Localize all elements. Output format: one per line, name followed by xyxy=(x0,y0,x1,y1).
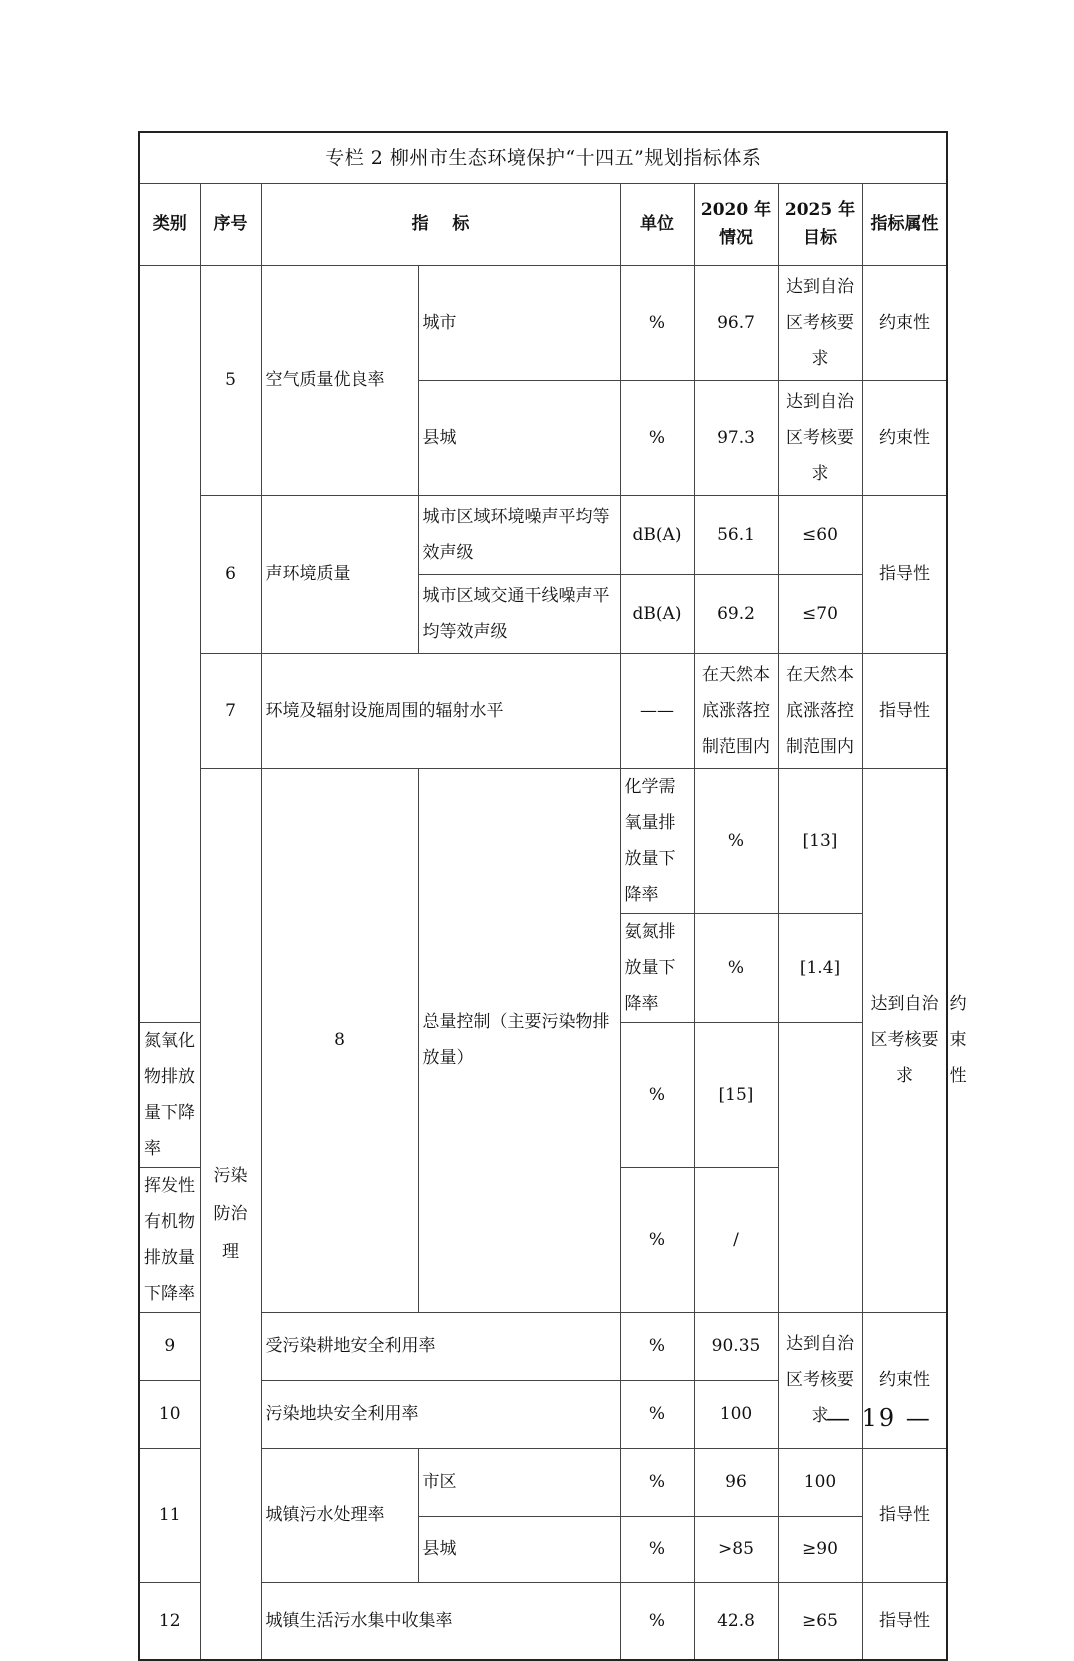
target-2025: 在天然本底涨落控制范围内 xyxy=(778,653,862,768)
target-2025: 达到自治区考核要求 xyxy=(778,380,862,495)
sub-indicator: 县城 xyxy=(418,380,620,495)
seq-cell: 7 xyxy=(200,653,261,768)
unit-cell: % xyxy=(694,768,778,913)
unit-cell: % xyxy=(620,1448,694,1516)
header-2020: 2020 年情况 xyxy=(694,183,778,265)
value-2020: 96 xyxy=(694,1448,778,1516)
seq-cell: 12 xyxy=(139,1582,200,1660)
target-2025: ≥90 xyxy=(778,1516,862,1582)
sub-indicator: 县城 xyxy=(418,1516,620,1582)
table-title: 专栏 2 柳州市生态环境保护“十四五”规划指标体系 xyxy=(139,132,947,183)
value-2020: 42.8 xyxy=(694,1582,778,1660)
indicator-name: 空气质量优良率 xyxy=(261,265,418,495)
value-2020: [13] xyxy=(778,768,862,913)
category-cell-empty xyxy=(139,265,200,1022)
unit-cell: % xyxy=(620,1022,694,1167)
target-2025: ≥65 xyxy=(778,1582,862,1660)
page-number: — 19 — xyxy=(826,1404,932,1432)
seq-cell: 9 xyxy=(139,1312,200,1380)
seq-cell: 10 xyxy=(139,1380,200,1448)
target-2025: 达到自治区考核要求 xyxy=(778,265,862,380)
sub-indicator: 城市 xyxy=(418,265,620,380)
indicator-name: 环境及辐射设施周围的辐射水平 xyxy=(261,653,620,768)
seq-cell: 8 xyxy=(261,768,418,1312)
sub-indicator: 挥发性有机物排放量下降率 xyxy=(139,1167,200,1312)
header-category: 类别 xyxy=(139,183,200,265)
target-2025: ≤70 xyxy=(778,574,862,653)
attr-cell: 约束性 xyxy=(862,1312,947,1448)
sub-indicator: 氨氮排放量下降率 xyxy=(620,913,694,1022)
indicator-name: 受污染耕地安全利用率 xyxy=(261,1312,620,1380)
unit-cell: % xyxy=(620,1167,694,1312)
category-cell: 污染防治理 xyxy=(200,768,261,1660)
sub-indicator: 城市区域环境噪声平均等效声级 xyxy=(418,495,620,574)
seq-cell: 6 xyxy=(200,495,261,653)
header-seq: 序号 xyxy=(200,183,261,265)
unit-cell: % xyxy=(620,1516,694,1582)
unit-cell: % xyxy=(694,913,778,1022)
seq-cell: 5 xyxy=(200,265,261,495)
value-2020: 100 xyxy=(694,1380,778,1448)
attr-cell: 指导性 xyxy=(862,653,947,768)
value-2020: 96.7 xyxy=(694,265,778,380)
header-unit: 单位 xyxy=(620,183,694,265)
value-2020: 69.2 xyxy=(694,574,778,653)
unit-cell: dB(A) xyxy=(620,495,694,574)
header-indicator: 指 标 xyxy=(261,183,620,265)
attr-cell: 约束性 xyxy=(862,265,947,380)
value-2020: 97.3 xyxy=(694,380,778,495)
seq-cell: 11 xyxy=(139,1448,200,1582)
attr-cell: 指导性 xyxy=(862,495,947,653)
indicator-name: 声环境质量 xyxy=(261,495,418,653)
value-2020: 90.35 xyxy=(694,1312,778,1380)
sub-indicator: 城市区域交通干线噪声平均等效声级 xyxy=(418,574,620,653)
target-2025: 达到自治区考核要求 xyxy=(862,768,947,1312)
header-attr: 指标属性 xyxy=(862,183,947,265)
sub-indicator: 市区 xyxy=(418,1448,620,1516)
target-2025: 100 xyxy=(778,1448,862,1516)
value-2020: 在天然本底涨落控制范围内 xyxy=(694,653,778,768)
attr-cell: 约束性 xyxy=(862,380,947,495)
indicator-name: 城镇污水处理率 xyxy=(261,1448,418,1582)
value-2020: 56.1 xyxy=(694,495,778,574)
indicator-name: 城镇生活污水集中收集率 xyxy=(261,1582,620,1660)
value-2020: >85 xyxy=(694,1516,778,1582)
sub-indicator: 化学需氧量排放量下降率 xyxy=(620,768,694,913)
indicator-name: 总量控制（主要污染物排放量） xyxy=(418,768,620,1312)
indicator-table: 专栏 2 柳州市生态环境保护“十四五”规划指标体系 类别 序号 指 标 单位 2020 年情况 2025 年目标 指标属性 5 空气质量优良率 城市 % 96.7 达到自治区考核要求 约束性 县城 % 97.3 达到自治区考核要求 约束性 6 声环境质量 城市区域环境噪声平均等效声级 dB(A) 56.1 ≤60 指导性 城市区域交通干线噪声平均等效声级 dB(A) 69.2 ≤70 7 环境及辐射设施周围的辐射水平 —— 在天然本底涨落控制范围内 在天然本底涨落控制范围内 指导性 污染防治理 8 总量控制（主要污染物排放量） 化学需氧量排放量下降率 % [13] 达到自治区考核要求 约束性 氨氮排放量下降率 % [1.4] 氮氧化物排放量下降率 % [15] 挥发性有机物排放量下降率 % / 9 受污染耕地安全利用率 % 90.35 达到自治区考核要求 约束性 10 污染地块安全利用率 % 100 11 城镇污水处理率 市区 % 96 100 指导性 县城 % >85 ≥90 12 城镇生活污水集中收集率 % 42.8 ≥65 指导性 xyxy=(138,131,948,1661)
unit-cell: dB(A) xyxy=(620,574,694,653)
header-2025: 2025 年目标 xyxy=(778,183,862,265)
indicator-name: 污染地块安全利用率 xyxy=(261,1380,620,1448)
unit-cell: % xyxy=(620,1380,694,1448)
unit-cell: % xyxy=(620,265,694,380)
unit-cell: —— xyxy=(620,653,694,768)
value-2020: [1.4] xyxy=(778,913,862,1022)
value-2020: [15] xyxy=(694,1022,778,1167)
unit-cell: % xyxy=(620,1582,694,1660)
sub-indicator: 氮氧化物排放量下降率 xyxy=(139,1022,200,1167)
unit-cell: % xyxy=(620,1312,694,1380)
value-2020: / xyxy=(694,1167,778,1312)
target-2025: ≤60 xyxy=(778,495,862,574)
unit-cell: % xyxy=(620,380,694,495)
attr-cell: 指导性 xyxy=(862,1582,947,1660)
attr-cell: 指导性 xyxy=(862,1448,947,1582)
target-2025: 达到自治区考核要求 xyxy=(778,1312,862,1448)
